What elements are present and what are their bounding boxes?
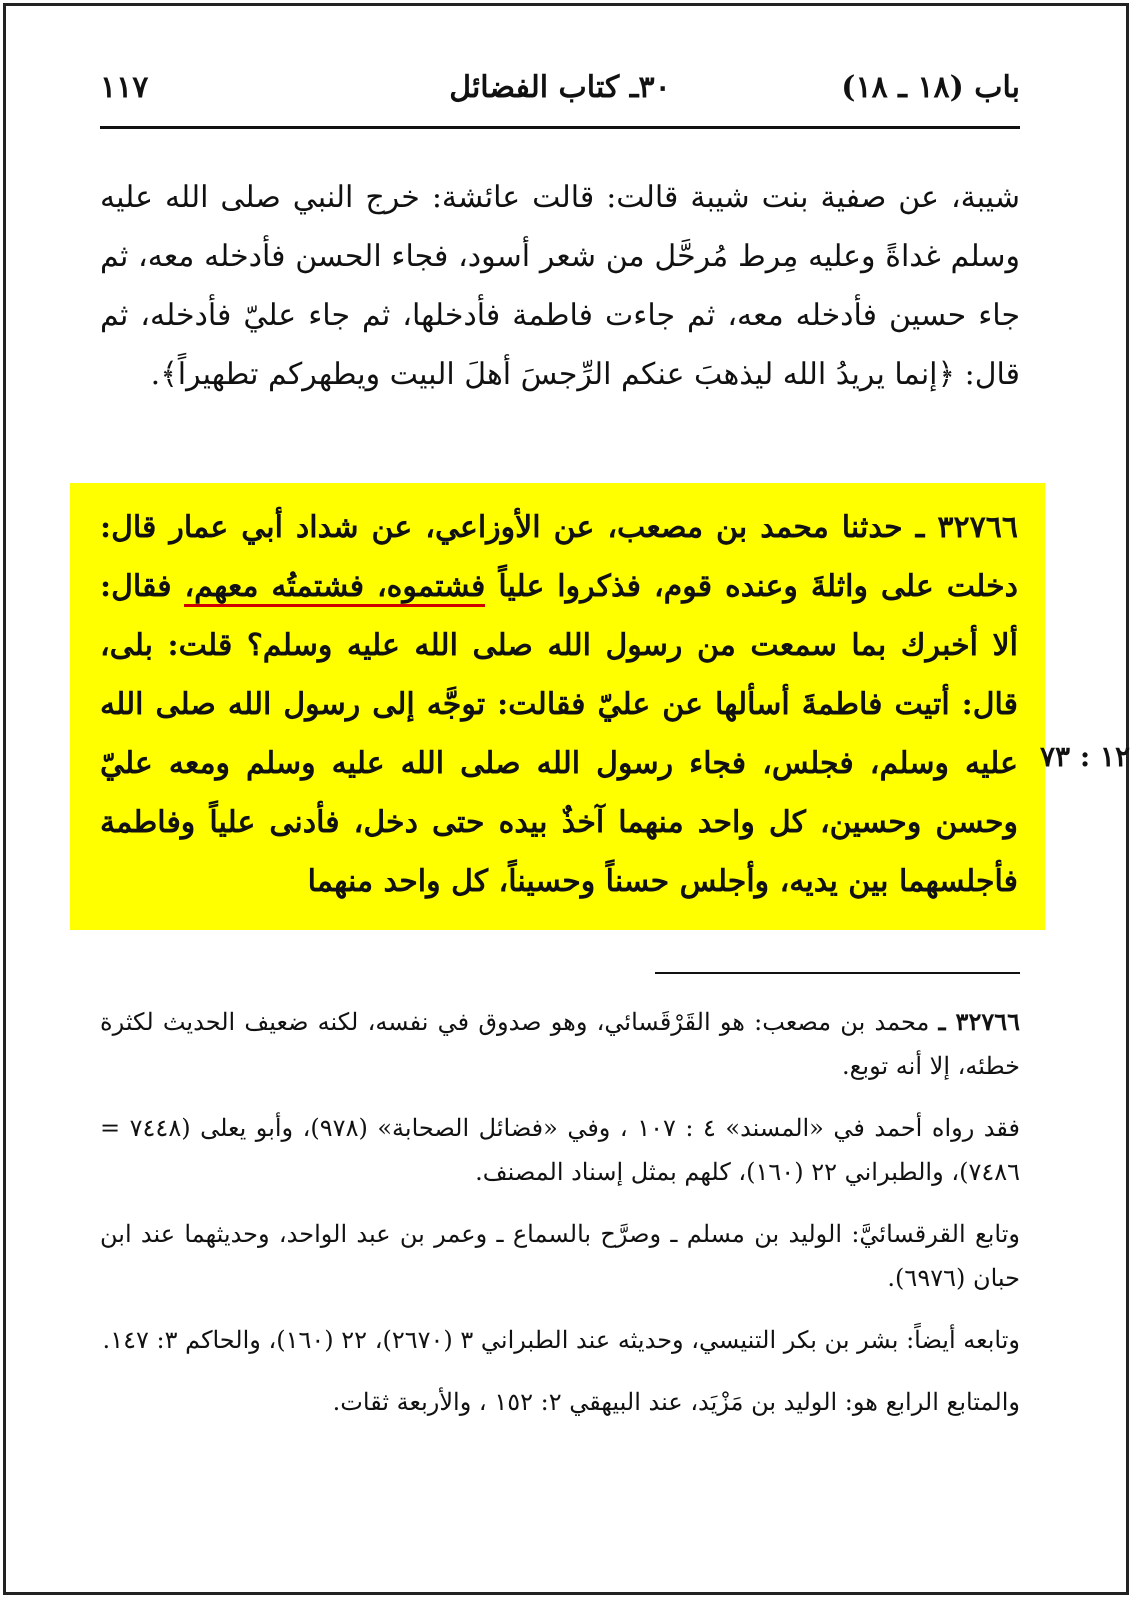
footnote-1 — [100, 1000, 1020, 1088]
highlighted-hadith — [100, 498, 1018, 911]
hadith-number: ٣٢٧٦٦ ـ — [915, 510, 1018, 545]
footnote-2: فقد رواه أحمد في «المسند» ٤ : ١٠٧ ، وفي «فضائل الصحابة» (٩٧٨)، وأبو يعلى (٧٤٤٨ = ٧٤٨٦)، والطبراني ٢٢ (١٦٠)، كلهم بمثل إسناد المصنف. — [100, 1114, 1021, 1186]
footnote-number: ٣٢٧٦٦ ـ — [938, 1007, 1020, 1036]
hadith-text-part1: حدثنا محمد بن مصعب، عن الأوزاعي، عن شداد أبي عمار قال: دخلت على واثلةَ وعنده قوم، فذكروا علياً — [100, 510, 1018, 604]
book-title: ٣٠ـ كتاب الفضائل — [449, 70, 671, 105]
page-header — [100, 70, 1020, 120]
footnote-3: وتابع القرقسائيَّ: الوليد بن مسلم ـ وصرَّح بالسماع ـ وعمر بن عبد الواحد، وحديثهما عند ابن حبان (٦٩٧٦). — [100, 1220, 1020, 1292]
footnote-1-text: محمد بن مصعب: هو القَرْقَسائي، وهو صدوق في نفسه، لكنه ضعيف الحديث لكثرة خطئه، إلا أنه توبع. — [100, 1008, 1020, 1080]
footnote-5: والمتابع الرابع هو: الوليد بن مَزْيَد، عند البيهقي ٢: ١٥٢ ، والأربعة ثقات. — [332, 1388, 1020, 1416]
footnotes — [100, 1000, 1020, 1442]
underlined-phrase: فشتموه، فشتمتُه معهم، — [184, 569, 485, 607]
chapter-label: باب (١٨ ـ ١٨) — [841, 70, 1020, 105]
footnote-4: وتابعه أيضاً: بشر بن بكر التنيسي، وحديثه عند الطبراني ٣ (٢٦٧٠)، ٢٢ (١٦٠)، والحاكم ٣: ١٤٧. — [102, 1326, 1020, 1354]
header-divider — [100, 126, 1020, 129]
margin-reference: ١٢ : ٧٣ — [1040, 740, 1130, 773]
footnote-divider — [655, 972, 1020, 974]
page-number: ١١٧ — [100, 70, 149, 105]
main-text: شيبة، عن صفية بنت شيبة قالت: قالت عائشة: خرج النبي صلى الله عليه وسلم غداةً وعليه مِرط مُرحَّل من شعر أسود، فجاء الحسن فأدخله معه، ثم جاء حسين فأدخله معه، ثم جاءت فاطمة فأدخلها، ثم جاء عليّ فأدخله، ثم قال: ﴿إنما يريدُ الله ليذهبَ عنكم الرِّجسَ أهلَ البيت ويطهركم تطهيراً﴾. — [100, 180, 1020, 392]
hadith-text-part2: فقال: ألا أخبرك بما سمعت من رسول الله صلى الله عليه وسلم؟ قلت: بلى، قال: أتيت فاطمةَ أسألها عن عليّ فقالت: توجَّه إلى رسول الله صلى الله عليه وسلم، فجلس، فجاء رسول الله صلى الله عليه وسلم ومعه عليّ وحسن وحسين، كل واحد منهما آخذٌ بيده حتى دخل، فأدنى علياً وفاطمة فأجلسهما بين يديه، وأجلس حسناً وحسيناً، كل واحد منهما — [100, 569, 1018, 899]
